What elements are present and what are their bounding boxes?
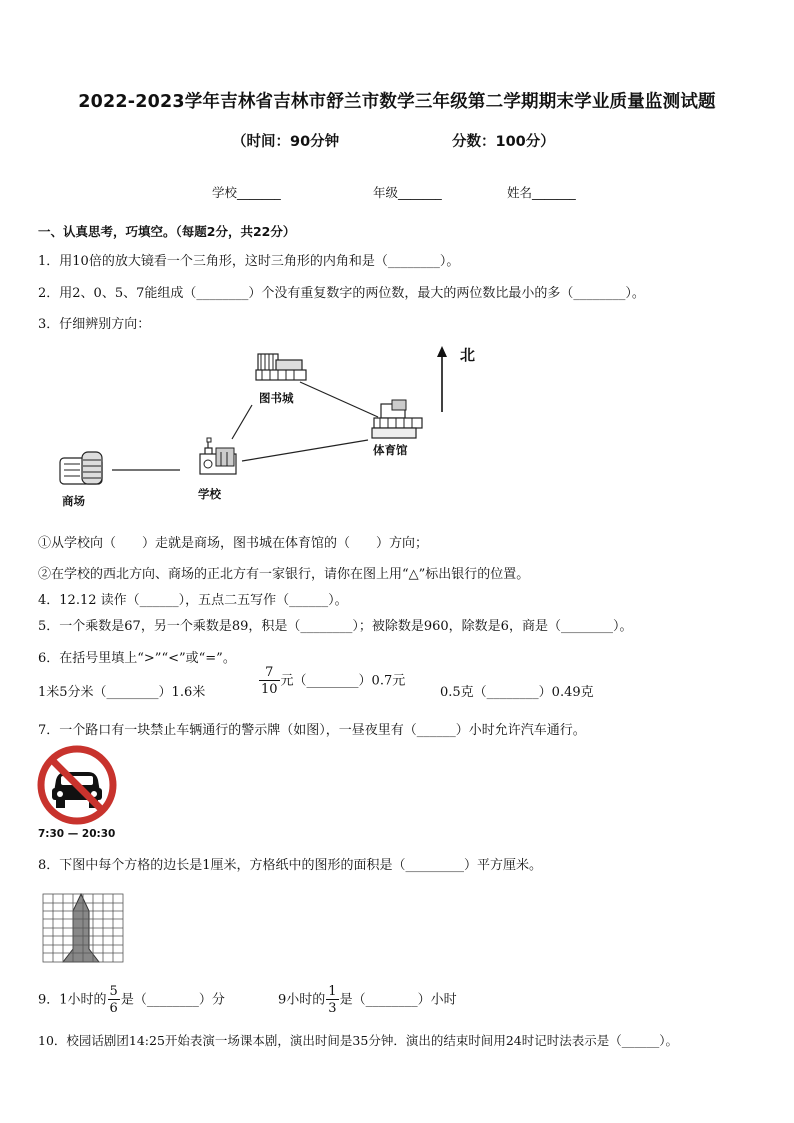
- school-icon: [200, 438, 236, 474]
- question-6b: [258, 666, 405, 696]
- exam-title: 2022-2023学年吉林省吉林市舒兰市数学三年级第二学期期末学业质量监测试题: [78, 92, 716, 112]
- question-5: 5．一个乘数是67，另一个乘数是89，积是（________）；被除数是960，除数是6，商是（________）。: [38, 619, 633, 634]
- question-9b-suffix: 是（________）小时: [339, 992, 457, 1008]
- library-icon: [256, 354, 306, 380]
- grid-shape-figure: [41, 889, 125, 965]
- question-8: 8．下图中每个方格的边长是1厘米，方格纸中的图形的面积是（_________）平方厘米。: [38, 858, 543, 873]
- question-3a: ①从学校向（ ）走就是商场，图书城在体育馆的（ ）方向；: [38, 536, 429, 551]
- direction-map: [40, 340, 500, 510]
- fraction-numerator: 7: [259, 666, 280, 681]
- north-arrow: [437, 346, 447, 412]
- question-6b-text: 元（________）0.7元: [280, 673, 406, 689]
- fraction-5-6: [108, 985, 120, 1015]
- library-label: 图书城: [259, 391, 294, 405]
- fraction-denominator: 6: [109, 1001, 118, 1016]
- line-library-gym: [300, 382, 378, 417]
- school-label: 学校: [198, 487, 221, 501]
- fraction-numerator: 1: [328, 984, 337, 999]
- question-9b: [278, 985, 457, 1015]
- mall-icon: [60, 452, 102, 484]
- question-1: 1．用10倍的放大镜看一个三角形，这时三角形的内角和是（________）。: [38, 254, 460, 269]
- question-2: 2．用2、0、5、7能组成（________）个没有重复数字的两位数，最大的两位数比最小的多（________）。: [38, 286, 645, 301]
- line-school-library: [232, 405, 252, 439]
- question-7: 7．一个路口有一块禁止车辆通行的警示牌（如图），一昼夜里有（______）小时允许汽车通行。: [38, 723, 586, 738]
- section-heading: 一、认真思考，巧填空。（每题2分，共22分）: [38, 224, 296, 239]
- exam-score: 分数：100分）: [452, 134, 555, 150]
- gym-label: 体育馆: [373, 443, 408, 457]
- fraction-numerator: 5: [109, 984, 118, 999]
- question-10: 10．校园话剧团14:25开始表演一场课本剧，演出时间是35分钟．演出的结束时间用24时记时法表示是（______）。: [38, 1033, 678, 1048]
- fraction-denominator: 10: [261, 682, 278, 697]
- question-4: 4．12.12 读作（______），五点二五写作（______）。: [38, 593, 348, 608]
- question-9b-prefix: 9小时的: [278, 992, 326, 1008]
- mall-label: 商场: [62, 494, 85, 508]
- exam-time: （时间：90分钟: [232, 134, 340, 150]
- name-field: 姓名_______: [507, 185, 576, 200]
- question-9a-suffix: 是（________）分: [120, 992, 225, 1008]
- gym-icon: [372, 400, 422, 438]
- school-field: 学校_______: [212, 185, 281, 200]
- question-3: 3．仔细辨别方向：: [38, 317, 151, 332]
- question-9a: [38, 985, 225, 1015]
- sign-time-label: 7:30 — 20:30: [38, 828, 116, 840]
- question-6a: 1米5分米（________）1.6米: [38, 685, 206, 700]
- question-9a-prefix: 9．1小时的: [38, 992, 107, 1008]
- question-6c: 0.5克（________）0.49克: [440, 685, 594, 700]
- line-school-gym: [242, 440, 368, 461]
- fraction-denominator: 3: [328, 1001, 337, 1016]
- fraction-7-10: [259, 666, 280, 696]
- north-label: 北: [460, 346, 476, 364]
- no-vehicles-sign-icon: [36, 744, 118, 826]
- question-3b: ②在学校的西北方向、商场的正北方有一家银行，请你在图上用“△”标出银行的位置。: [38, 567, 530, 582]
- question-6: 6．在括号里填上“>”“<”或“=”。: [38, 651, 236, 666]
- fraction-1-3: [326, 985, 338, 1015]
- grade-field: 年级_______: [373, 185, 442, 200]
